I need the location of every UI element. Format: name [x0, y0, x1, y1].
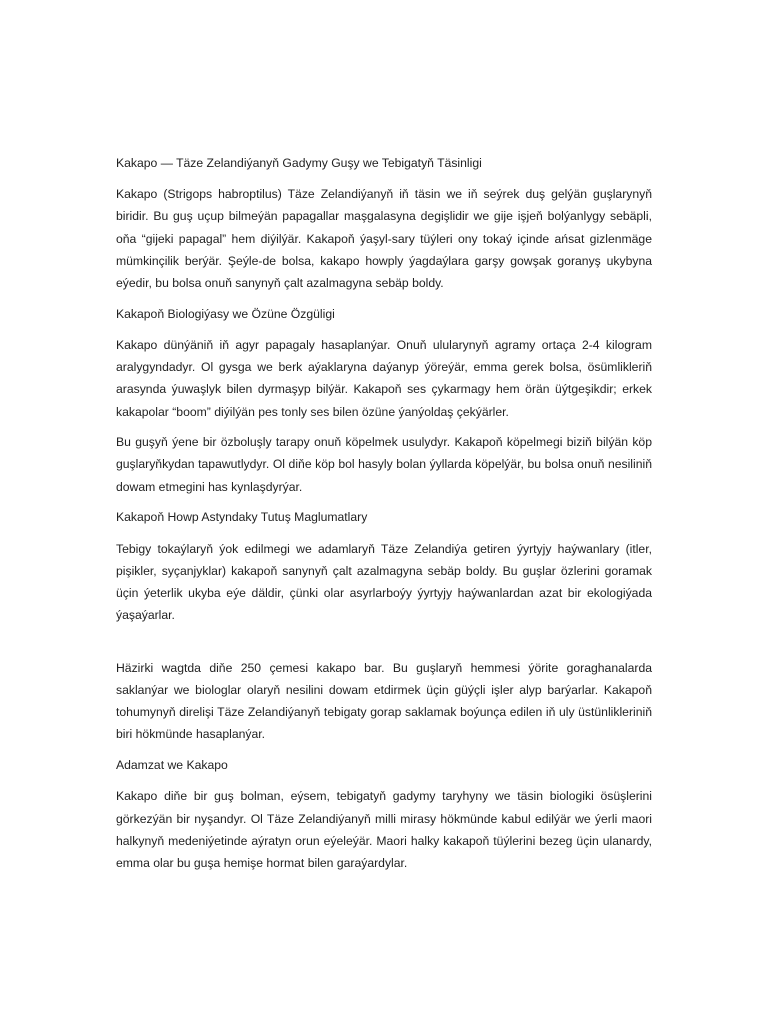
document-body: [116, 152, 652, 883]
threats-paragraph-2: Häzirki wagtda diňe 250 çemesi kakapo bar. Bu guşlaryň hemmesi ýörite goraghanalarda saklanýar we biologlar olaryň nesilini dowam etdirmek üçin güýçli işler alyp barýarlar. Kakapoň tohumynyň direlişi Täze Zelandiýanyň tebigaty gorap saklamak boýunça edilen iň uly üstünlikleriniň biri hökmünde hasaplanýar.: [116, 660, 652, 742]
humans-paragraph-1: Kakapo diňe bir guş bolman, eýsem, tebigatyň gadymy taryhyny we täsin biologiki ösüşlerini görkezýän bir nyşandyr. Ol Täze Zelandiýanyň milli mirasy hökmünde kabul edilýär we ýerli maori halkynyň medeniýetinde aýratyn orun eýeleýär. Maori halky kakapoň tüýlerini bezeg üçin ulanardy, emma olar bu guşa hemişe hormat bilen garaýardylar.: [116, 789, 652, 870]
section-heading-threats: Kakapoň Howp Astyndaky Tutuş Maglumatlary: [116, 510, 368, 525]
document-title: Kakapo — Täze Zelandiýanyň Gadymy Guşy we Tebigatyň Täsinligi: [116, 156, 482, 170]
threats-paragraph-1: Tebigy tokaýlaryň ýok edilmegi we adamlaryň Täze Zelandiýa getiren ýyrtyjy haýwanlary (itler, pişikler, syçanjyklar) kakapoň sanynyň çalt azalmagyna sebäp boldy. Bu guşlar özlerini goramak üçin ýeterlik ukyba eýe däldir, çünki olar asyrlarboýy ýyrtyjy haýwanlardan azat bir ekologiýada ýaşaýarlar.: [116, 541, 652, 623]
section-heading-biology: Kakapoň Biologiýasy we Özüne Özgüligi: [116, 306, 335, 321]
biology-paragraph-2: Bu guşyň ýene bir özboluşly tarapy onuň köpelmek usulydyr. Kakapoň köpelmegi biziň bilýän köp guşlaryňkydan tapawutlydyr. Ol diňe köp bol hasyly bolan ýyllarda köpelýär, bu bolsa onuň nesiliniň dowam etmegini has kynlaşdyrýar.: [116, 435, 652, 494]
intro-paragraph: Kakapo (Strigops habroptilus) Täze Zelandiýanyň iň täsin we iň seýrek duş gelýän guşlarynyň biridir. Bu guş uçup bilmeýän papagallar maşgalasyna degişlidir we gije işjeň bolýanlygy sebäpli, oňa “gijeki papagal” hem diýilýär. Kakapoň ýaşyl-sary tüýleri ony tokaý içinde ańsat gizlenmäge mümkinçilik berýär. Şeýle-de bolsa, kakapo howply ýagdaýlara garşy gowşak goranyş ukybyna eýedir, bu bolsa onuň sanynyň çalt azalmagyna sebäp boldy.: [116, 187, 652, 291]
section-heading-humans: Adamzat we Kakapo: [116, 758, 228, 773]
blank-line: [116, 635, 652, 657]
biology-paragraph-1: Kakapo dünýäniň iň agyr papagaly hasaplanýar. Onuň ulularynyň agramy ortaça 2-4 kilogram aralygyndadyr. Ol gysga we berk aýaklaryna daýanyp ýöreýär, emma gerek bolsa, ösümlikleriň arasynda ýuwaşlyk bilen dyrmaşyp bilýär. Kakapoň ses çykarmagy hem örän üýtgeşikdir; erkek kakapolar “boom” diýilýän pes tonly ses bilen özüne ýanýoldaş çekýärler.: [116, 337, 652, 419]
